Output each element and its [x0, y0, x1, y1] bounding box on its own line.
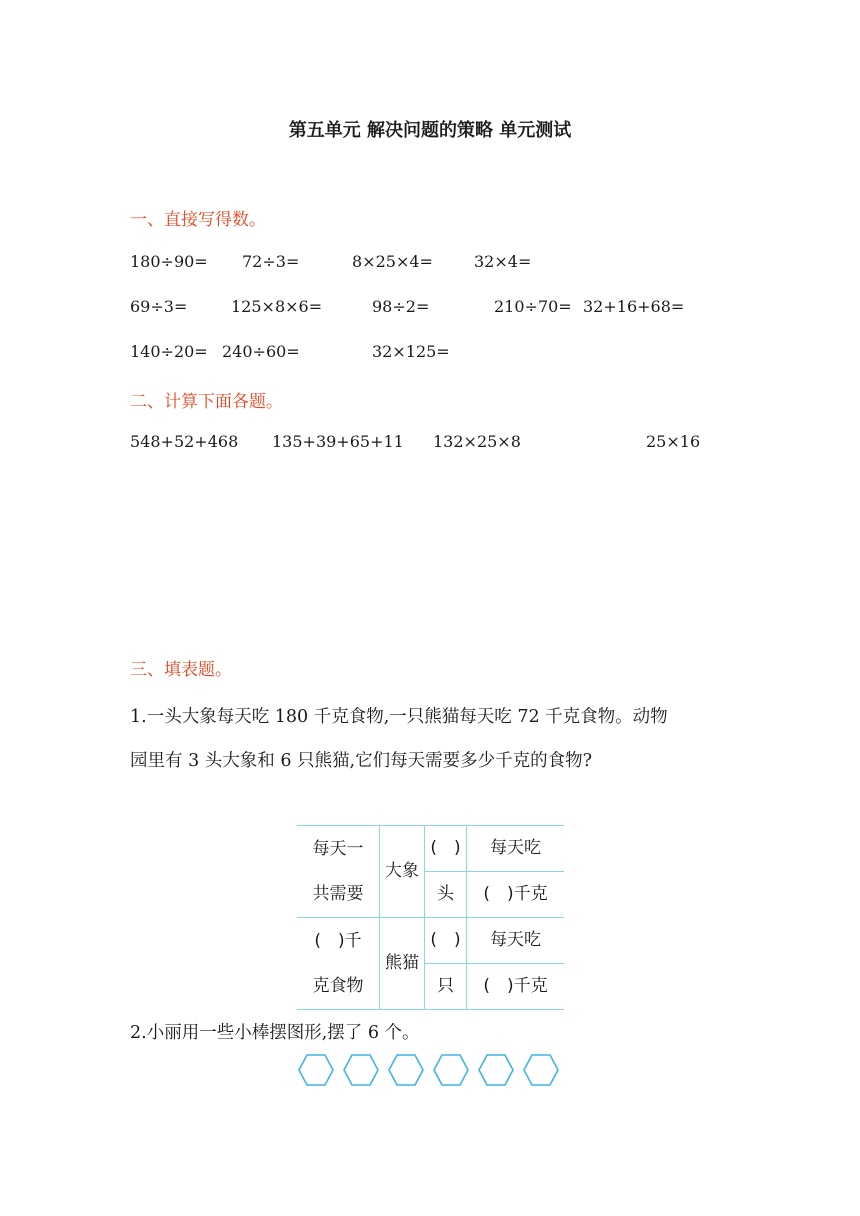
hexagon-icon	[523, 1054, 559, 1086]
hexagon-icon	[298, 1054, 334, 1086]
per-day-label: 每天吃	[467, 826, 565, 872]
exercise-item: 98÷2=	[372, 297, 430, 316]
fill-table	[297, 825, 564, 1010]
exercise-item: 32×4=	[474, 252, 532, 271]
calculation-item: 548+52+468	[130, 432, 239, 451]
calculation-item: 132×25×8	[433, 432, 521, 451]
exercise-item: 180÷90=	[130, 252, 208, 271]
hexagon-icon	[388, 1054, 424, 1086]
total-label-line: ( )千	[314, 930, 362, 951]
exercise-item: 8×25×4=	[352, 252, 433, 271]
section2-heading: 二、计算下面各题。	[130, 392, 283, 412]
total-label-cell	[297, 826, 380, 918]
unit-panda: 只	[425, 964, 467, 1010]
exercise-item: 210÷70=	[494, 297, 572, 316]
per-day-label: 每天吃	[467, 918, 565, 964]
exercise-item: 72÷3=	[242, 252, 300, 271]
question1-line1: 1.一头大象每天吃 180 千克食物,一只熊猫每天吃 72 千克食物。动物	[130, 707, 668, 727]
animal-cell-elephant: 大象	[380, 826, 425, 918]
total-label-line: 每天一	[312, 838, 364, 859]
exercise-item: 32×125=	[372, 342, 450, 361]
total-label-line: 共需要	[312, 883, 364, 904]
total-label-line: 克食物	[312, 975, 364, 996]
exercise-item: 140÷20=	[130, 342, 208, 361]
count-blank-elephant[interactable]: ( )	[425, 826, 467, 872]
section3-heading: 三、填表题。	[130, 660, 232, 680]
calculation-item: 135+39+65+11	[272, 432, 404, 451]
exercise-item: 240÷60=	[222, 342, 300, 361]
question2-line: 2.小丽用一些小棒摆图形,摆了 6 个。	[130, 1023, 420, 1043]
page-title: 第五单元 解决问题的策略 单元测试	[288, 120, 572, 141]
question1-line2: 园里有 3 头大象和 6 只熊猫,它们每天需要多少千克的食物?	[130, 751, 592, 771]
exercise-item: 125×8×6=	[231, 297, 323, 316]
count-blank-panda[interactable]: ( )	[425, 918, 467, 964]
hexagon-icon	[478, 1054, 514, 1086]
calculation-item: 25×16	[646, 432, 701, 451]
hexagon-icon	[343, 1054, 379, 1086]
animal-cell-panda: 熊猫	[380, 918, 425, 1010]
section1-heading: 一、直接写得数。	[130, 210, 266, 230]
kg-blank-panda[interactable]: ( )千克	[467, 964, 565, 1010]
exercise-item: 69÷3=	[130, 297, 188, 316]
total-blank-cell[interactable]	[297, 918, 380, 1010]
kg-blank-elephant[interactable]: ( )千克	[467, 872, 565, 918]
exercise-item: 32+16+68=	[583, 297, 685, 316]
hexagon-icon	[433, 1054, 469, 1086]
unit-elephant: 头	[425, 872, 467, 918]
